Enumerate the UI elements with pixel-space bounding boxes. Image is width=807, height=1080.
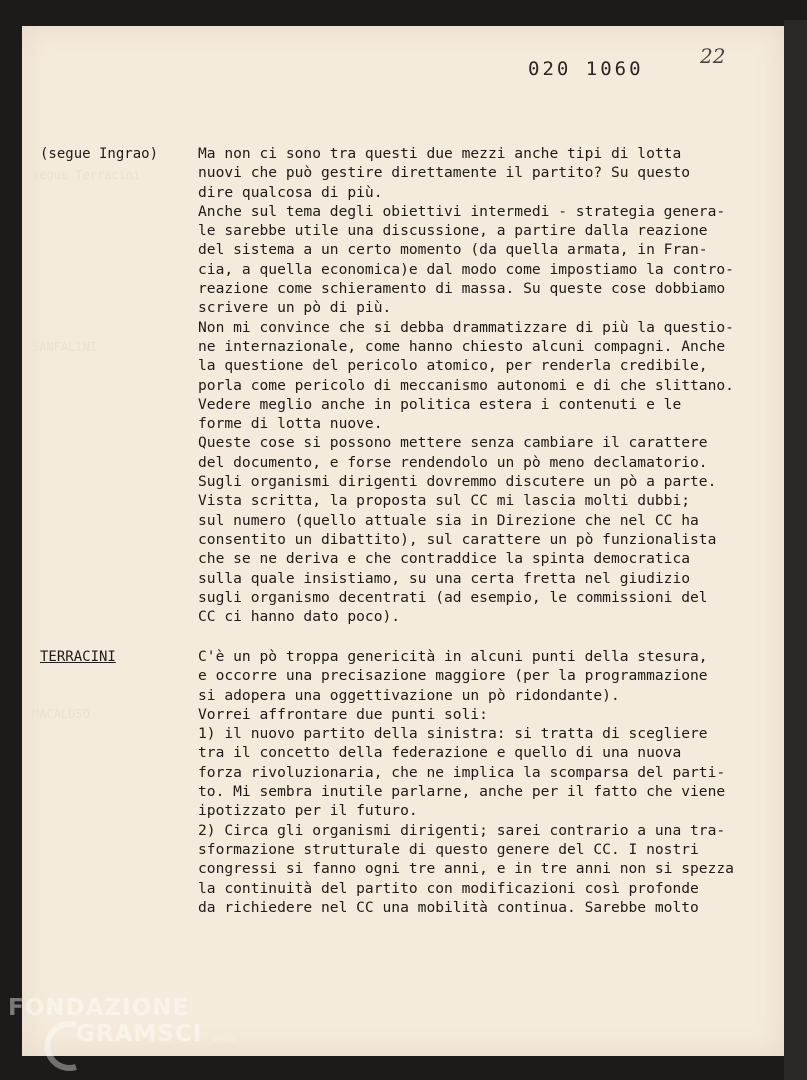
text-line: le sarebbe utile una discussione, a partire dalla reazione	[198, 222, 708, 240]
text-line: C'è un pò troppa genericità in alcuni punti della stesura,	[198, 648, 708, 665]
text-line: Anche sul tema degli obiettivi intermedi - strategia genera-	[198, 202, 726, 220]
text-line: to. Mi sembra inutile parlarne, anche per il fatto che viene	[198, 783, 726, 801]
text-line: ipotizzato per il futuro.	[198, 802, 418, 820]
text-line: del documento, e forse rendendolo un pò meno declamatorio.	[198, 453, 708, 471]
text-line: forme di lotta nuove.	[198, 415, 383, 433]
text-line: Sugli organismi dirigenti dovremmo discutere un pò a parte.	[198, 473, 717, 491]
text-line: congressi si fanno ogni tre anni, e in tre anni non si spezza	[198, 860, 734, 878]
text-line: nuovi che può gestire direttamente il partito? Su questo	[198, 164, 691, 182]
text-line: Ma non ci sono tra questi due mezzi anche tipi di lotta	[198, 145, 682, 162]
text-line: porla come pericolo di meccanismo autonomi e di che slittano.	[198, 376, 734, 394]
speaker-label: (segue Ingrao)	[40, 146, 159, 162]
text-line: Vorrei affrontare due punti soli:	[198, 705, 488, 723]
archive-watermark-logo	[8, 995, 235, 1052]
text-line: CC ci hanno dato poco).	[198, 608, 401, 626]
handwritten-page-number: 22	[700, 44, 726, 68]
text-line: scrivere un pò di più.	[198, 299, 392, 317]
text-line: cia, a quella economica)e dal modo come impostiamo la contro-	[198, 260, 734, 278]
text-line: e occorre una precisazione maggiore (per la programmazione	[198, 667, 708, 685]
speaker-label: TERRACINI	[40, 649, 116, 665]
text-line: del sistema a un certo momento (da quella armata, in Fran-	[198, 241, 708, 259]
text-line: tra il concetto della federazione e quello di una nuova	[198, 744, 682, 762]
page-edge	[784, 20, 807, 1080]
text-line: forza rivoluzionaria, che ne implica la scomparsa del parti-	[198, 763, 726, 781]
text-line: ne internazionale, come hanno chiesto alcuni compagni. Anche	[198, 337, 726, 355]
text-line: da richiedere nel CC una mobilità continua. Sarebbe molto	[198, 898, 699, 916]
text-line: sugli organismo decentrati (ad esempio, le commissioni del	[198, 588, 708, 606]
text-line: reazione come schieramento di massa. Su queste cose dobbiamo	[198, 280, 726, 298]
text-line: si adopera una oggettivazione un pò ridondante).	[198, 686, 620, 704]
text-line: Queste cose si possono mettere senza cambiare il carattere	[198, 434, 708, 452]
document-code: 020 1060	[528, 58, 644, 80]
text-line: che se ne deriva e che contraddice la spinta democratica	[198, 550, 691, 568]
text-line: Non mi convince che si debba drammatizzare di più la questio-	[198, 318, 734, 336]
text-line: sulla quale insistiamo, su una certa fretta nel giudizio	[198, 569, 691, 587]
watermark-line1: FONDAZIONE	[8, 995, 190, 1021]
text-line: sul numero (quello attuale sia in Direzione che nel CC ha	[198, 511, 699, 529]
text-line: sformazione strutturale di questo genere del CC. I nostri	[198, 840, 699, 858]
text-line: la questione del pericolo atomico, per renderla credibile,	[198, 357, 708, 375]
text-line: 1) il nuovo partito della sinistra: si tratta di scegliere	[198, 725, 708, 743]
bleed-through-text: MACALUSO	[32, 707, 90, 721]
watermark-arc-icon	[36, 1021, 80, 1071]
speech-paragraph	[198, 144, 778, 626]
text-line: consentito un dibattito), sul carattere un pò funzionalista	[198, 530, 717, 548]
text-line: dire qualcosa di più.	[198, 183, 383, 201]
text-line: Vista scritta, la proposta sul CC mi lascia molti dubbi;	[198, 492, 691, 510]
watermark-suffix: onlus	[211, 1034, 236, 1044]
bleed-through-text: segue Terracini	[32, 168, 141, 182]
text-line: 2) Circa gli organismi dirigenti; sarei contrario a una tra-	[198, 821, 726, 839]
bleed-through-text: SANFALINI	[32, 340, 98, 354]
text-line: la continuità del partito con modificazioni così profonde	[198, 879, 699, 897]
speech-paragraph	[198, 647, 778, 917]
watermark-line2: GRAMSCI	[76, 1021, 203, 1047]
text-line: Vedere meglio anche in politica estera i contenuti e le	[198, 395, 682, 413]
